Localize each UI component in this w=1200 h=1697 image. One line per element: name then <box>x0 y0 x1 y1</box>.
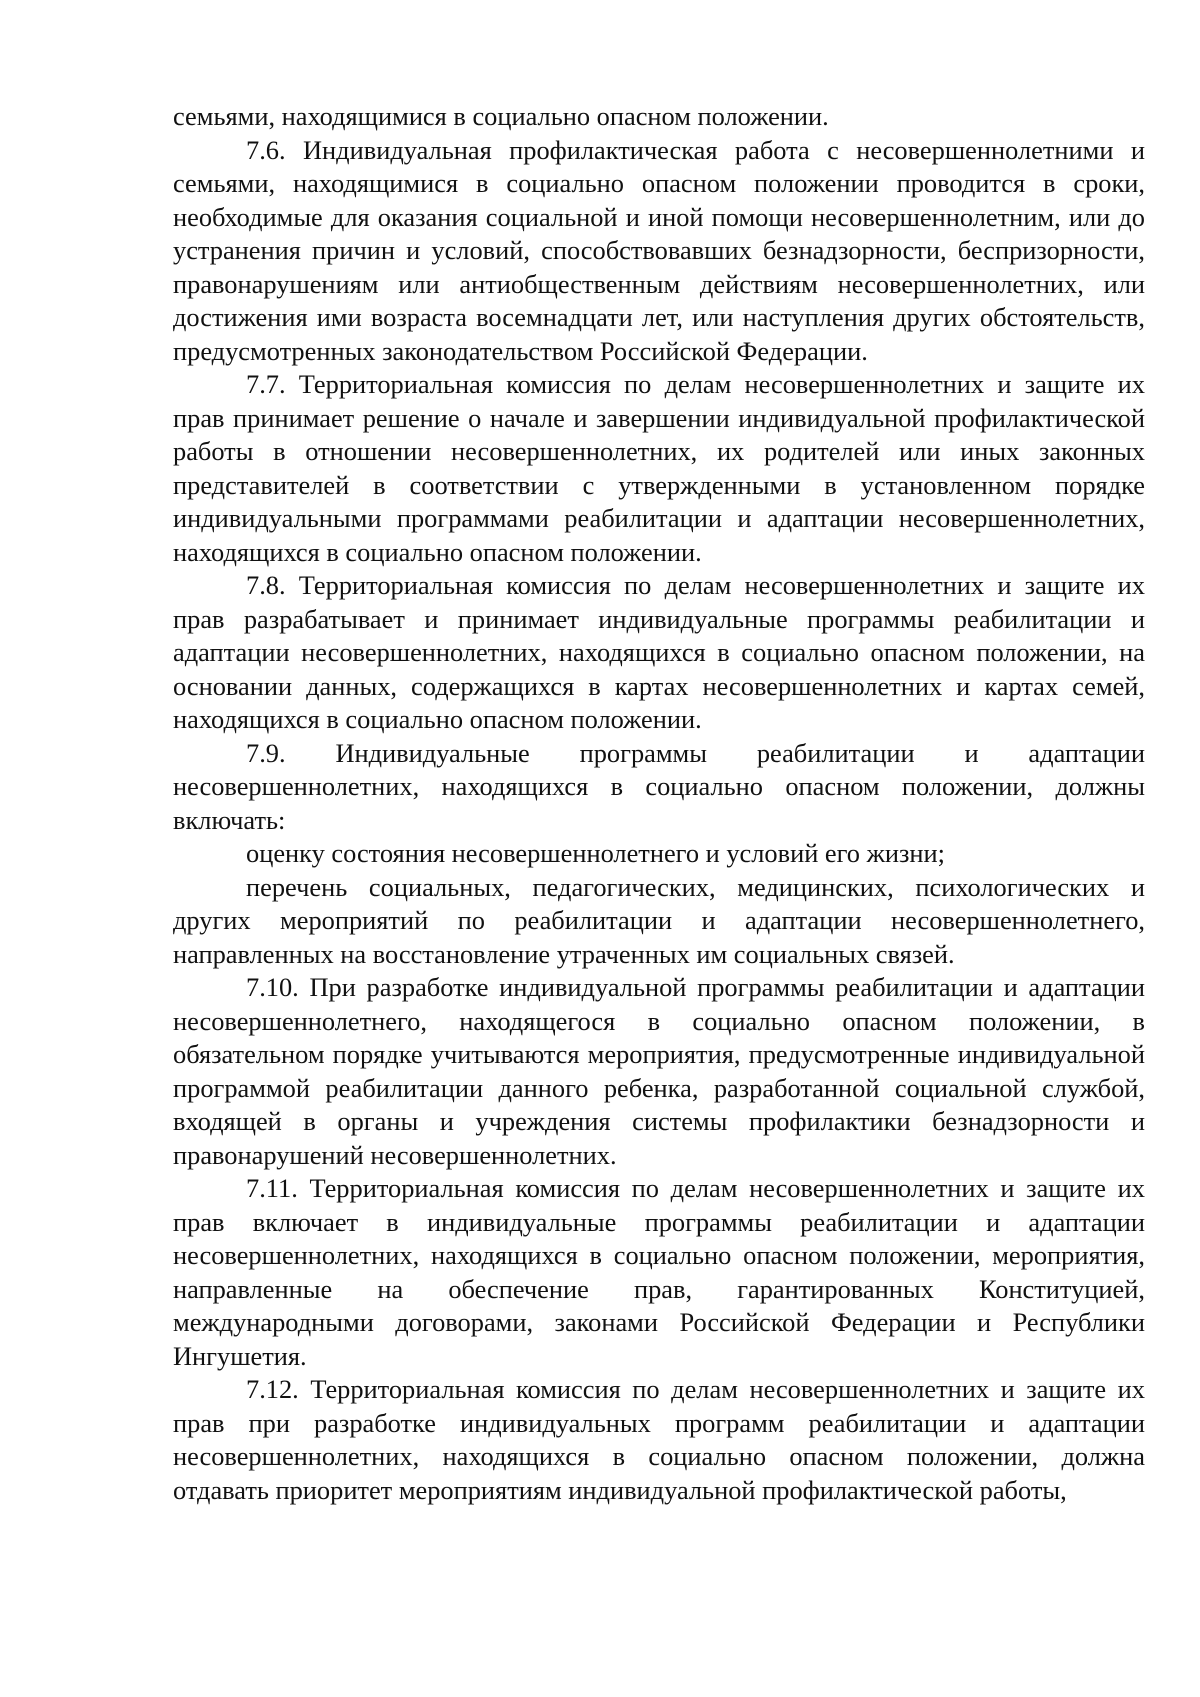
paragraph-7-10: 7.10. При разработке индивидуальной программы реабилитации и адаптации несовершеннолетнего, находящегося в социально опасном положении, в обязательном порядке учитываются мероприятия, предусмотренные индивидуальной программой реабилитации данного ребенка, разработанной социальной службой, входящей в органы и учреждения системы профилактики безнадзорности и правонарушений несовершеннолетних. <box>173 972 1145 1170</box>
document-page <box>173 100 1145 1507</box>
paragraph-7-7: 7.7. Территориальная комиссия по делам несовершеннолетних и защите их прав принимает решение о начале и завершении индивидуальной профилактической работы в отношении несовершеннолетних, их родителей или иных законных представителей в соответствии с утвержденными в установленном порядке индивидуальными программами реабилитации и адаптации несовершеннолетних, находящихся в социально опасном положении. <box>173 369 1145 567</box>
paragraph-7-9-item-assessment: оценку состояния несовершеннолетнего и условий его жизни; <box>246 838 945 868</box>
paragraph-7-8: 7.8. Территориальная комиссия по делам несовершеннолетних и защите их прав разрабатывает и принимает индивидуальные программы реабилитации и адаптации несовершеннолетних, находящихся в социально опасном положении, на основании данных, содержащихся в картах несовершеннолетних и картах семей, находящихся в социально опасном положении. <box>173 570 1145 734</box>
paragraph-7-6: 7.6. Индивидуальная профилактическая работа с несовершеннолетними и семьями, находящимися в социально опасном положении проводится в сроки, необходимые для оказания социальной и иной помощи несовершеннолетним, или до устранения причин и условий, способствовавших безнадзорности, беспризорности, правонарушениям или антиобщественным действиям несовершеннолетних, или достижения ими возраста восемнадцати лет, или наступления других обстоятельств, предусмотренных законодательством Российской Федерации. <box>173 134 1145 366</box>
paragraph-7-12: 7.12. Территориальная комиссия по делам несовершеннолетних и защите их прав при разработке индивидуальных программ реабилитации и адаптации несовершеннолетних, находящихся в социально опасном положении, должна отдавать приоритет мероприятиям индивидуальной профилактической работы, <box>173 1374 1145 1505</box>
paragraph-7-11: 7.11. Территориальная комиссия по делам несовершеннолетних и защите их прав включает в индивидуальные программы реабилитации и адаптации несовершеннолетних, находящихся в социально опасном положении, мероприятия, направленные на обеспечение прав, гарантированных Конституцией, международными договорами, законами Российской Федерации и Республики Ингушетия. <box>173 1173 1145 1371</box>
paragraph-7-9: 7.9. Индивидуальные программы реабилитации и адаптации несовершеннолетних, находящихся в социально опасном положении, должны включать: <box>173 737 1145 835</box>
paragraph-7-9-item-measures: перечень социальных, педагогических, медицинских, психологических и других мероприятий по реабилитации и адаптации несовершеннолетнего, направленных на восстановление утраченных им социальных связей. <box>173 871 1145 969</box>
paragraph-continuation: семьями, находящимися в социально опасном положении. <box>173 101 829 131</box>
